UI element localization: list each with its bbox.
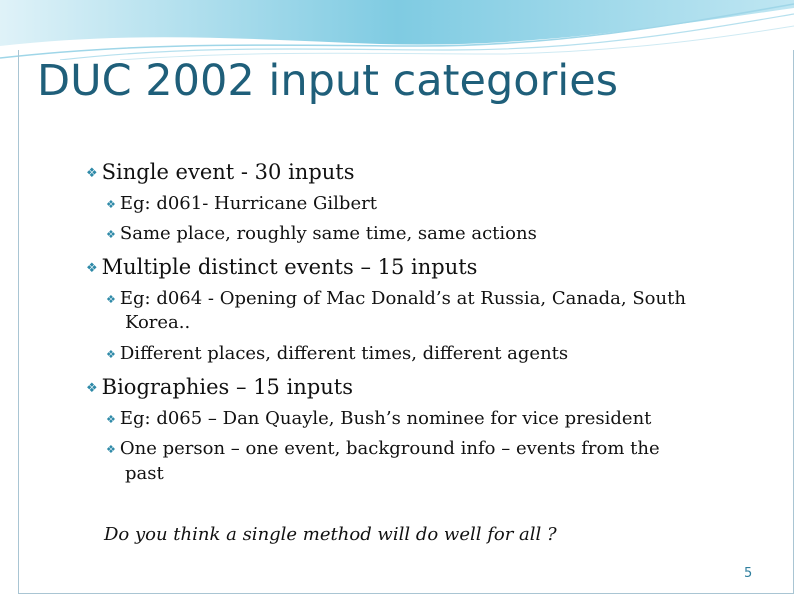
wingding-bullet-icon: ❖ <box>106 198 116 211</box>
bullet-level1-single-event: ❖ Single event - 30 inputs <box>86 160 355 184</box>
wingding-bullet-icon: ❖ <box>106 348 116 361</box>
bullet-level2-item: ❖ Same place, roughly same time, same actions <box>106 223 537 244</box>
bullet-level2-continuation: past <box>125 463 164 484</box>
closing-question: Do you think a single method will do well for all ? <box>104 524 557 545</box>
bullet-level2-item: ❖ One person – one event, background info – events from the <box>106 438 660 459</box>
bullet-level2-continuation: Korea.. <box>125 312 191 333</box>
slide-title: DUC 2002 input categories <box>37 56 619 106</box>
wingding-bullet-icon: ❖ <box>106 413 116 426</box>
bullet-level1-multiple-events: ❖ Multiple distinct events – 15 inputs <box>86 255 478 279</box>
wingding-bullet-icon: ❖ <box>86 166 98 181</box>
bullet-level2-item: ❖ Eg: d065 – Dan Quayle, Bush’s nominee for vice president <box>106 408 652 429</box>
bullet-level2-item: ❖ Different places, different times, different agents <box>106 343 569 364</box>
wingding-bullet-icon: ❖ <box>86 261 98 276</box>
wingding-bullet-icon: ❖ <box>106 228 116 241</box>
bullet-level1-biographies: ❖ Biographies – 15 inputs <box>86 375 354 399</box>
bullet-level2-item: ❖ Eg: d064 - Opening of Mac Donald’s at Russia, Canada, South <box>106 288 686 309</box>
wingding-bullet-icon: ❖ <box>86 381 98 396</box>
bullet-level2-item: ❖ Eg: d061- Hurricane Gilbert <box>106 193 377 214</box>
page-number: 5 <box>744 566 753 581</box>
wingding-bullet-icon: ❖ <box>106 443 116 456</box>
wingding-bullet-icon: ❖ <box>106 293 116 306</box>
